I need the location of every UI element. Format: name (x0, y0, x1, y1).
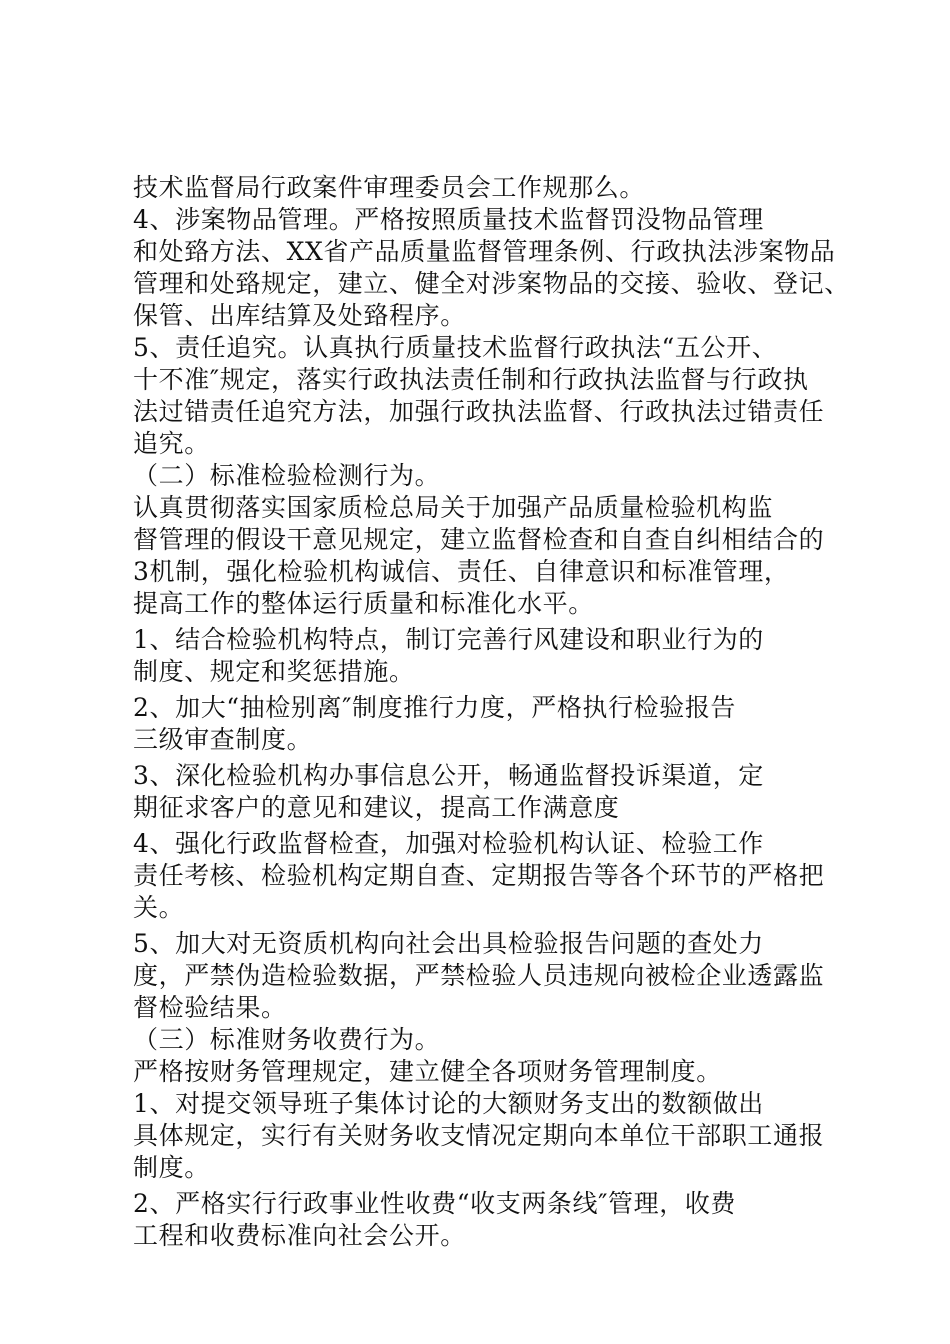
text-line: 关。 (133, 893, 185, 922)
text-line: 2、严格实行行政事业性收费“收支两条线″管理，收费 (133, 1189, 737, 1218)
text-line: 期征求客户的意见和建议，提高工作满意度 (133, 793, 620, 822)
text-line: 严格按财务管理规定，建立健全各项财务管理制度。 (133, 1057, 722, 1086)
text-line: 1、对提交领导班子集体讨论的大额财务支出的数额做出 (133, 1089, 764, 1118)
text-line: 督管理的假设干意见规定，建立监督检查和自查自纠相结合的 (133, 525, 825, 554)
text-line: 技术监督局行政案件审理委员会工作规那么。 (133, 173, 646, 202)
section-heading: （二）标准检验检测行为。 (133, 461, 441, 490)
text-line: 1、结合检验机构特点，制订完善行风建设和职业行为的 (133, 625, 764, 654)
text-line: 责任考核、检验机构定期自查、定期报告等各个环节的严格把 (133, 861, 825, 890)
text-line: 2、加大“抽检别离″制度推行力度，严格执行检验报告 (133, 693, 737, 722)
text-line: 4、涉案物品管理。严格按照质量技术监督罚没物品管理 (133, 205, 764, 234)
text-line: 督检验结果。 (133, 993, 287, 1022)
text-line: 4、强化行政监督检查，加强对检验机构认证、检验工作 (133, 829, 764, 858)
text-line: 制度。 (133, 1153, 210, 1182)
text-line: 3、深化检验机构办事信息公开，畅通监督投诉渠道，定 (133, 761, 764, 790)
text-line: 制度、规定和奖惩措施。 (133, 657, 415, 686)
text-line: 追究。 (133, 429, 210, 458)
text-line: 和处臵方法、XX省产品质量监督管理条例、行政执法涉案物品 (133, 237, 836, 266)
text-line: 工程和收费标准向社会公开。 (133, 1221, 466, 1250)
text-line: 提高工作的整体运行质量和标准化水平。 (133, 589, 594, 618)
text-line: 十不准″规定，落实行政执法责任制和行政执法监督与行政执 (133, 365, 809, 394)
text-line: 保管、出库结算及处臵程序。 (133, 301, 466, 330)
text-line: 认真贯彻落实国家质检总局关于加强产品质量检验机构监 (133, 493, 774, 522)
text-line: 5、责任追究。认真执行质量技术监督行政执法“五公开、 (133, 333, 778, 362)
text-line: 法过错责任追究方法，加强行政执法监督、行政执法过错责任 (133, 397, 825, 426)
text-line: 3机制，强化检验机构诚信、责任、自律意识和标准管理， (133, 557, 790, 586)
text-line: 5、加大对无资质机构向社会出具检验报告问题的查处力 (133, 929, 764, 958)
text-line: 具体规定，实行有关财务收支情况定期向本单位干部职工通报 (133, 1121, 825, 1150)
text-line: 管理和处臵规定，建立、健全对涉案物品的交接、验收、登记、 (133, 269, 850, 298)
text-line: 度，严禁伪造检验数据，严禁检验人员违规向被检企业透露监 (133, 961, 825, 990)
text-line: 三级审查制度。 (133, 725, 313, 754)
section-heading: （三）标准财务收费行为。 (133, 1025, 441, 1054)
